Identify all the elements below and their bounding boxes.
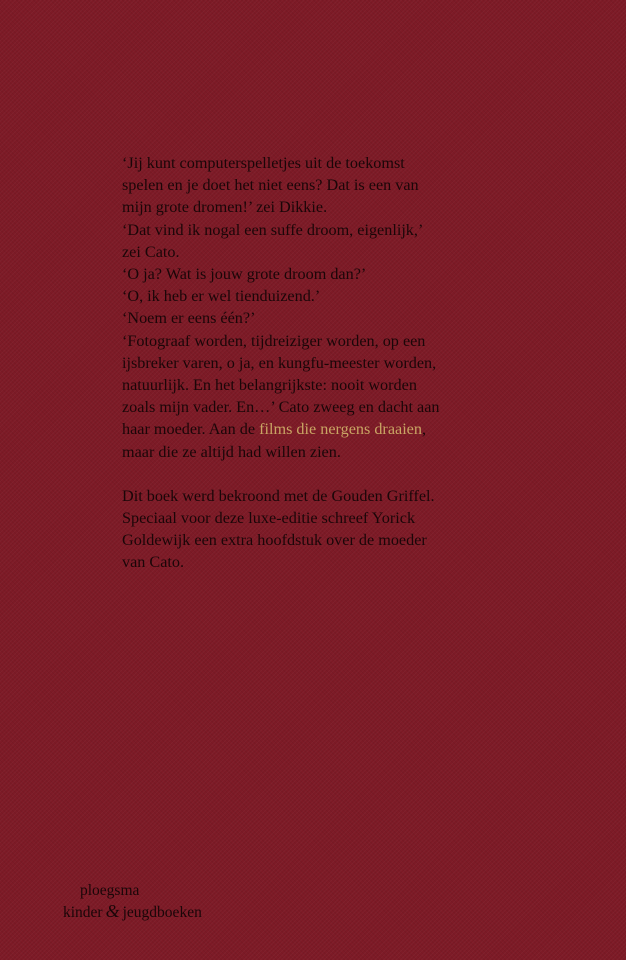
paragraph-gap xyxy=(122,463,502,485)
publisher-name: ploegsma xyxy=(80,882,140,899)
blurb-text: haar moeder. Aan de xyxy=(122,420,260,439)
blurb-line: maar die ze altijd had willen zien. xyxy=(122,442,341,461)
publisher-imprint xyxy=(63,901,202,923)
imprint-right: jeugdboeken xyxy=(122,904,202,921)
blurb-highlight-line xyxy=(122,418,502,440)
blurb-line: ‘O, ik heb er wel tienduizend.’ xyxy=(122,287,321,306)
blurb-line: ijsbreker varen, o ja, en kungfu-meester worden, xyxy=(122,353,437,372)
blurb-line: ‘Noem er eens één?’ xyxy=(122,309,256,328)
blurb-line: ‘Dat vind ik nogal een suffe droom, eigenlijk,’ xyxy=(122,220,424,239)
blurb-text: , xyxy=(421,420,427,439)
award-line: Goldewijk een extra hoofdstuk over de moeder xyxy=(122,531,427,550)
ampersand: & xyxy=(105,901,120,921)
award-line: Dit boek werd bekroond met de Gouden Griffel. xyxy=(122,486,435,505)
back-cover-blurb xyxy=(122,152,502,574)
award-line: Speciaal voor deze luxe-editie schreef Yorick xyxy=(122,509,416,528)
blurb-line: ‘O ja? Wat is jouw grote droom dan?’ xyxy=(122,265,367,284)
blurb-line: spelen en je doet het niet eens? Dat is een van xyxy=(122,176,419,195)
blurb-line: ‘Fotograaf worden, tijdreiziger worden, op een xyxy=(122,331,426,350)
blurb-line: mijn grote dromen!’ zei Dikkie. xyxy=(122,198,328,217)
blurb-line: zoals mijn vader. En…’ Cato zweeg en dacht aan xyxy=(122,398,440,417)
blurb-line: zei Cato. xyxy=(122,242,180,261)
imprint-left: kinder xyxy=(63,904,103,921)
award-line: van Cato. xyxy=(122,553,185,572)
highlighted-phrase: films die nergens draaien xyxy=(259,420,422,439)
blurb-line: ‘Jij kunt computerspelletjes uit de toekomst xyxy=(122,154,405,172)
publisher-logo xyxy=(63,880,202,923)
blurb-line: natuurlijk. En het belangrijkste: nooit worden xyxy=(122,376,417,395)
